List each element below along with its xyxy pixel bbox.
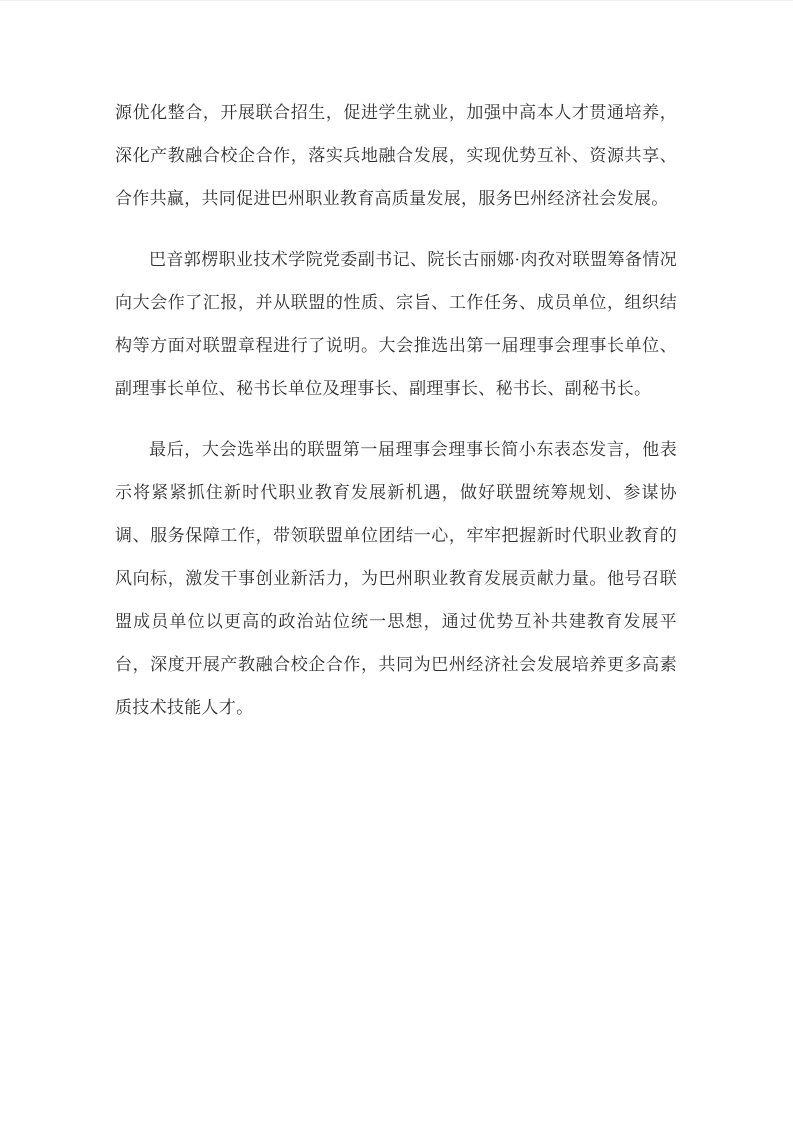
- body-paragraph: 巴音郭楞职业技术学院党委副书记、院长古丽娜·肉孜对联盟筹备情况向大会作了汇报，并从联盟的性质、宗旨、工作任务、成员单位，组织结构等方面对联盟章程进行了说明。大会推选出第一届理事会理事长单位、副理事长单位、秘书长单位及理事长、副理事长、秘书长、副秘书长。: [115, 250, 677, 398]
- body-paragraph: 源优化整合，开展联合招生，促进学生就业，加强中高本人才贯通培养，深化产教融合校企合作，落实兵地融合发展，实现优势互补、资源共享、合作共赢，共同促进巴州职业教育高质量发展，服务巴州经济社会发展。: [115, 103, 677, 208]
- body-paragraph: 最后，大会选举出的联盟第一届理事会理事长简小东表态发言，他表示将紧紧抓住新时代职业教育发展新机遇，做好联盟统筹规划、参谋协调、服务保障工作，带领联盟单位团结一心，牢牢把握新时代职业教育的风向标，激发干事创业新活力，为巴州职业教育发展贡献力量。他号召联盟成员单位以更高的政治站位统一思想，通过优势互补共建教育发展平台，深度开展产教融合校企合作，共同为巴州经济社会发展培养更多高素质技术技能人才。: [115, 440, 677, 717]
